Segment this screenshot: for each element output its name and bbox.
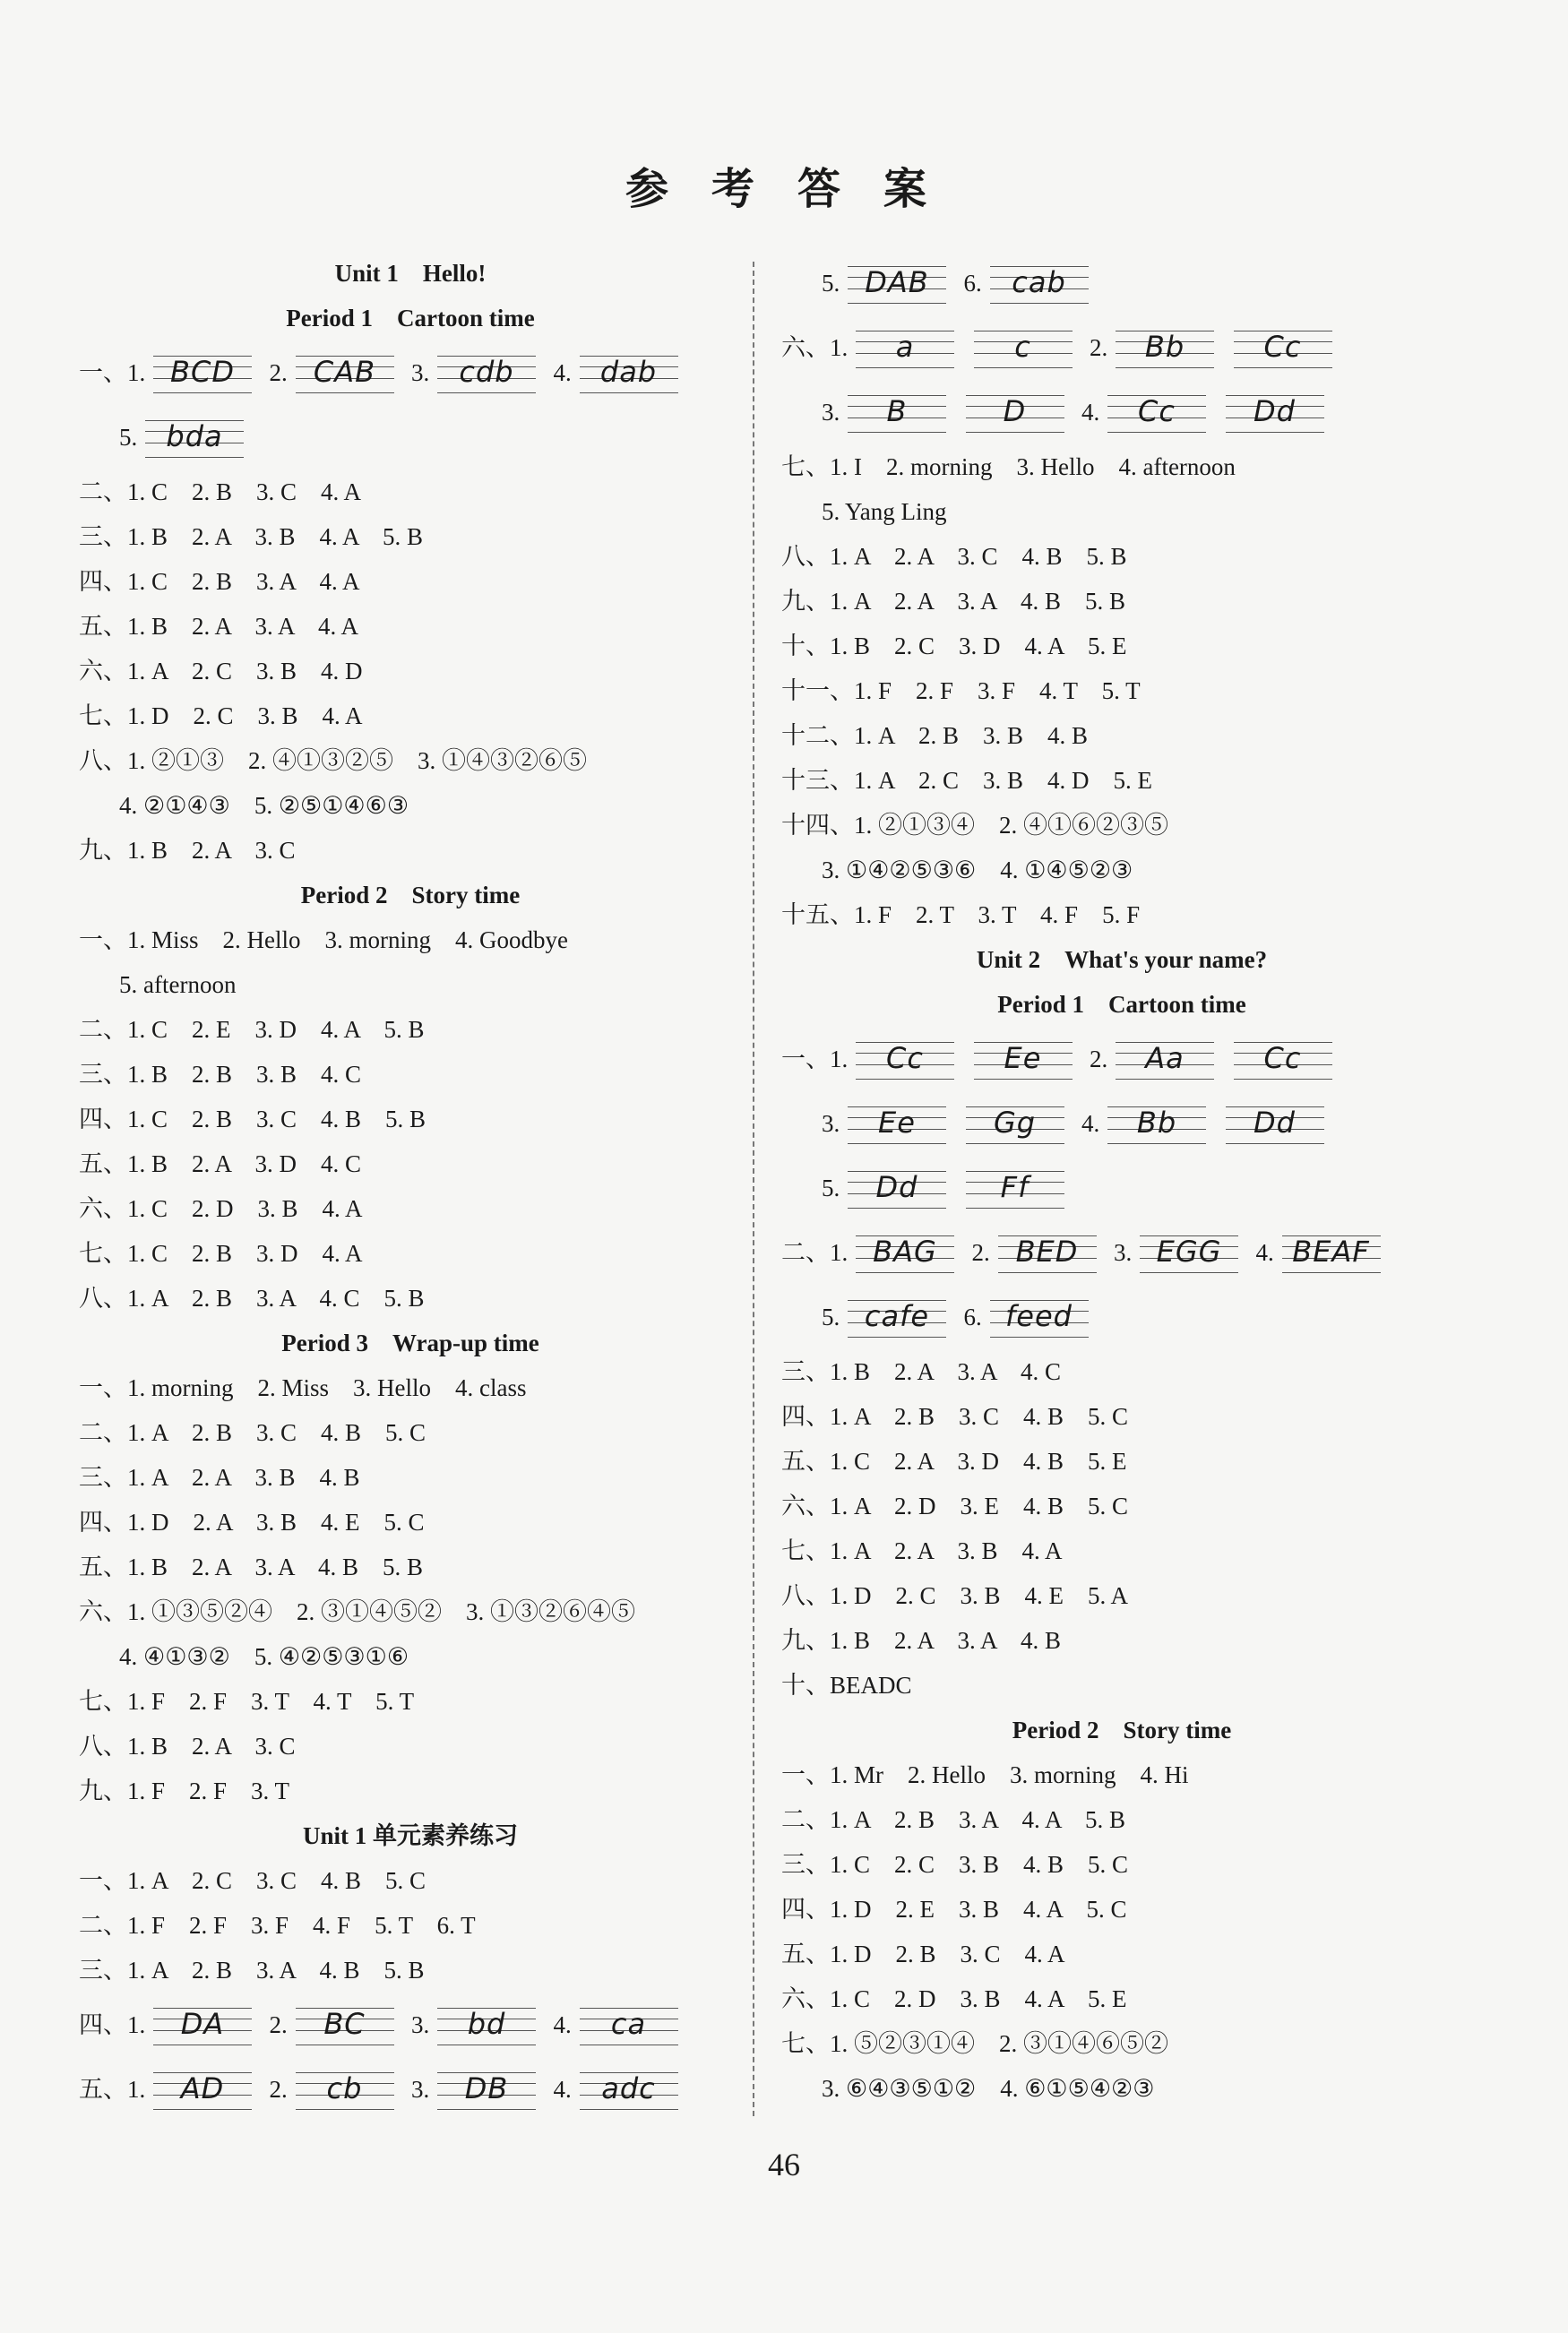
answer-text: 四、1. C 2. B 3. C 4. B 5. B	[79, 1106, 426, 1132]
answer-text: 2.	[960, 1239, 996, 1266]
answer-row	[79, 1769, 742, 1813]
handwritten-answer: a	[895, 330, 915, 364]
answer-row	[781, 534, 1462, 579]
answer-text: 5.	[822, 1304, 846, 1330]
handwriting-lines	[1116, 1038, 1214, 1080]
handwritten-answer: bda	[166, 419, 223, 453]
handwriting-lines	[1282, 1232, 1381, 1273]
handwritten-answer: DAB	[865, 265, 929, 299]
handwriting-lines	[848, 263, 946, 304]
handwritten-answer: BC	[323, 2007, 366, 2041]
handwriting-lines	[437, 352, 536, 393]
answer-row	[781, 1091, 1462, 1156]
answer-row	[781, 892, 1462, 937]
answer-row	[781, 1349, 1462, 1394]
handwriting-lines	[856, 1038, 954, 1080]
answer-row	[79, 783, 742, 828]
answer-text	[1219, 1027, 1232, 1091]
handwritten-answer: EGG	[1156, 1235, 1222, 1269]
section-heading: Unit 2 What's your name?	[976, 946, 1268, 973]
answer-row	[781, 380, 1462, 444]
answer-text: 一、1. A 2. C 3. C 4. B 5. C	[79, 1867, 426, 1894]
handwritten-answer: BED	[1015, 1235, 1079, 1269]
answer-text: 2.	[1077, 1046, 1114, 1072]
answer-text	[952, 380, 964, 444]
answer-text: 七、1. A 2. A 3. B 4. A	[781, 1537, 1063, 1564]
answer-row	[781, 1976, 1462, 2021]
answer-text: 四、1. A 2. B 3. C 4. B 5. C	[781, 1403, 1129, 1430]
answer-text: 九、1. A 2. A 3. A 4. B 5. B	[781, 588, 1126, 615]
answer-text: 6.	[952, 1304, 988, 1330]
answer-text: 七、1. F 2. F 3. T 4. T 5. T	[79, 1688, 415, 1715]
answer-row	[781, 315, 1462, 380]
answer-row	[79, 1500, 742, 1545]
answer-text: 四、1. D 2. A 3. B 4. E 5. C	[79, 1509, 425, 1536]
answer-text: 十二、1. A 2. B 3. B 4. B	[781, 722, 1089, 749]
answer-text	[952, 1091, 964, 1156]
handwriting-lines	[1234, 1038, 1332, 1080]
answer-text: 十五、1. F 2. T 3. T 4. F 5. F	[781, 901, 1141, 928]
answer-text: 2.	[257, 359, 294, 386]
section-heading: Period 1 Cartoon time	[997, 991, 1246, 1018]
handwriting-lines	[1107, 1103, 1206, 1144]
answer-text: 5. afternoon	[119, 971, 237, 998]
answer-text	[952, 1156, 964, 1220]
answer-row	[79, 1231, 742, 1276]
handwriting-lines	[966, 392, 1064, 433]
handwritten-answer: BEAF	[1292, 1235, 1370, 1269]
answer-text: 4.	[1244, 1239, 1280, 1266]
section-heading: Period 2 Story time	[1012, 1717, 1232, 1743]
handwritten-answer: BAG	[873, 1235, 937, 1269]
handwriting-lines	[153, 2069, 252, 2110]
answer-text: 十一、1. F 2. F 3. F 4. T 5. T	[781, 677, 1141, 704]
answer-text: 4.	[541, 359, 578, 386]
answer-text: 4.	[541, 2011, 578, 2038]
handwritten-answer: BCD	[170, 355, 235, 389]
answer-row	[79, 559, 742, 604]
handwritten-answer: dab	[599, 355, 658, 389]
answer-text: 2.	[1077, 334, 1114, 361]
answer-row	[781, 1394, 1462, 1439]
handwritten-answer: Bb	[1144, 330, 1185, 364]
answer-text: 六、1. A 2. D 3. E 4. B 5. C	[781, 1493, 1129, 1519]
answer-text: 4. ②①④③ 5. ②⑤①④⑥③	[119, 792, 409, 819]
handwritten-answer: Gg	[993, 1106, 1037, 1140]
answer-row	[79, 1186, 742, 1231]
answer-row	[781, 1285, 1462, 1349]
handwriting-lines	[1226, 1103, 1324, 1144]
answer-row	[79, 1724, 742, 1769]
handwritten-answer: Cc	[886, 1041, 924, 1075]
handwriting-lines	[848, 1103, 946, 1144]
answer-text: 八、1. ②①③ 2. ④①③②⑤ 3. ①④③②⑥⑤	[79, 747, 587, 774]
answer-text: 八、1. B 2. A 3. C	[79, 1733, 296, 1760]
section-heading: Unit 1 Hello!	[334, 260, 487, 287]
answer-row	[79, 340, 742, 405]
handwritten-answer: B	[886, 394, 908, 428]
answer-text: 一、1.	[79, 359, 151, 386]
answer-text: 六、1. C 2. D 3. B 4. A 5. E	[781, 1985, 1127, 2012]
handwritten-answer: ca	[610, 2007, 647, 2041]
answer-text: 三、1. A 2. A 3. B 4. B	[79, 1464, 360, 1491]
handwritten-answer: feed	[1005, 1299, 1073, 1333]
answer-text: 4.	[1069, 1110, 1106, 1137]
answer-text: 三、1. B 2. A 3. A 4. C	[781, 1358, 1062, 1385]
handwriting-lines	[437, 2004, 536, 2045]
answer-text: 4.	[1069, 399, 1106, 426]
answer-text: 四、1. C 2. B 3. A 4. A	[79, 568, 360, 595]
handwritten-answer: cb	[326, 2071, 363, 2105]
handwritten-answer: Dd	[1254, 1106, 1296, 1140]
answer-text: 5.	[822, 1175, 846, 1201]
section-heading: Period 3 Wrap-up time	[281, 1330, 539, 1356]
handwriting-lines	[966, 1103, 1064, 1144]
handwritten-answer: cafe	[864, 1299, 930, 1333]
answer-text: 一、1. Miss 2. Hello 3. morning 4. Goodbye	[79, 926, 568, 953]
handwritten-answer: Ff	[1000, 1170, 1030, 1204]
answer-row	[781, 1887, 1462, 1932]
section-heading: Unit 1 单元素养练习	[302, 1822, 518, 1849]
handwriting-lines	[848, 1167, 946, 1209]
answer-text: 3. ⑥④③⑤①② 4. ⑥①⑤④②③	[822, 2075, 1155, 2102]
answer-row	[79, 1634, 742, 1679]
answer-row	[79, 1589, 742, 1634]
handwriting-lines	[437, 2069, 536, 2110]
handwriting-lines	[296, 2069, 394, 2110]
answer-text	[1211, 380, 1224, 444]
answer-text	[960, 315, 972, 380]
answer-row	[781, 848, 1462, 892]
answer-text: 七、1. I 2. morning 3. Hello 4. afternoon	[781, 453, 1236, 480]
answer-text: 二、1. A 2. B 3. C 4. B 5. C	[79, 1419, 426, 1446]
handwritten-answer: D	[1003, 394, 1027, 428]
right-column	[781, 251, 1462, 2111]
handwritten-answer: Ee	[878, 1106, 916, 1140]
answer-text: 三、1. B 2. A 3. B 4. A 5. B	[79, 523, 424, 550]
answer-row	[781, 1439, 1462, 1484]
answer-text: 七、1. D 2. C 3. B 4. A	[79, 702, 363, 729]
handwriting-lines	[145, 417, 244, 458]
handwriting-lines	[1107, 392, 1206, 433]
handwriting-lines	[856, 327, 954, 368]
handwriting-lines	[1140, 1232, 1238, 1273]
answer-text: 5.	[822, 270, 846, 297]
section-heading: Period 2 Story time	[300, 882, 521, 908]
handwriting-lines	[580, 352, 678, 393]
handwriting-lines	[856, 1232, 954, 1273]
handwritten-answer: bd	[467, 2007, 506, 2041]
answer-text: 4. ④①③② 5. ④②⑤③①⑥	[119, 1643, 409, 1670]
answer-row	[781, 713, 1462, 758]
page-number: 46	[768, 2147, 800, 2182]
answer-text	[1211, 1091, 1224, 1156]
answer-row	[79, 1141, 742, 1186]
handwriting-lines	[296, 2004, 394, 2045]
handwritten-answer: Bb	[1136, 1106, 1177, 1140]
handwriting-lines	[848, 1296, 946, 1338]
section-heading: Period 1 Cartoon time	[286, 305, 535, 331]
answer-text: 二、1. F 2. F 3. F 4. F 5. T 6. T	[79, 1912, 476, 1939]
answer-text: 二、1.	[781, 1239, 854, 1266]
handwritten-answer: adc	[601, 2071, 656, 2105]
answer-text: 十三、1. A 2. C 3. B 4. D 5. E	[781, 767, 1153, 794]
answer-text: 九、1. B 2. A 3. A 4. B	[781, 1627, 1062, 1654]
handwriting-lines	[1116, 327, 1214, 368]
answer-row	[781, 251, 1462, 315]
answer-row	[781, 1027, 1462, 1091]
answer-row	[781, 1528, 1462, 1573]
answer-text: 六、1. A 2. C 3. B 4. D	[79, 658, 363, 684]
answer-text: 十四、1. ②①③④ 2. ④①⑥②③⑤	[781, 812, 1168, 839]
answer-row	[781, 1484, 1462, 1528]
handwritten-answer: Dd	[875, 1170, 918, 1204]
answer-row	[79, 1007, 742, 1052]
answer-text: 六、1.	[781, 334, 854, 361]
answer-row	[79, 917, 742, 962]
answer-row	[781, 1797, 1462, 1842]
column-divider	[753, 262, 754, 2116]
answer-row	[79, 1679, 742, 1724]
handwriting-lines	[296, 352, 394, 393]
answer-row	[79, 738, 742, 783]
answer-text: 七、1. C 2. B 3. D 4. A	[79, 1240, 363, 1267]
handwriting-lines	[966, 1167, 1064, 1209]
handwritten-answer: DA	[180, 2007, 225, 2041]
handwritten-answer: Cc	[1263, 1041, 1302, 1075]
answer-row	[79, 2057, 742, 2122]
handwriting-lines	[153, 352, 252, 393]
answer-row	[79, 469, 742, 514]
answer-text: 4.	[541, 2076, 578, 2103]
answer-text: 3.	[822, 1110, 846, 1137]
answer-text: 九、1. B 2. A 3. C	[79, 837, 296, 864]
handwriting-lines	[990, 263, 1089, 304]
answer-text: 2.	[257, 2011, 294, 2038]
answer-row	[79, 1365, 742, 1410]
answer-text: 5.	[119, 424, 143, 451]
answer-row	[79, 1993, 742, 2057]
handwriting-lines	[1226, 392, 1324, 433]
answer-text: 五、1. C 2. A 3. D 4. B 5. E	[781, 1448, 1127, 1475]
handwriting-lines	[974, 327, 1073, 368]
answer-row	[79, 1858, 742, 1903]
answer-text: 五、1. B 2. A 3. A 4. B 5. B	[79, 1554, 424, 1580]
answer-row	[79, 693, 742, 738]
handwriting-lines	[974, 1038, 1073, 1080]
answer-text: 三、1. B 2. B 3. B 4. C	[79, 1061, 362, 1088]
answer-text: 一、1. morning 2. Miss 3. Hello 4. class	[79, 1374, 527, 1401]
answer-row	[79, 1052, 742, 1097]
answer-row	[781, 1752, 1462, 1797]
handwritten-answer: cdb	[459, 355, 514, 389]
answer-text: 八、1. A 2. B 3. A 4. C 5. B	[79, 1285, 425, 1312]
answer-text: 三、1. C 2. C 3. B 4. B 5. C	[781, 1851, 1129, 1878]
answer-text: 二、1. C 2. B 3. C 4. A	[79, 478, 362, 505]
answer-row	[781, 1663, 1462, 1708]
answer-text: 3.	[399, 2076, 435, 2103]
handwritten-answer: cab	[1012, 265, 1066, 299]
answer-text: 一、1. Mr 2. Hello 3. morning 4. Hi	[781, 1761, 1189, 1788]
answer-row	[781, 1156, 1462, 1220]
handwritten-answer: c	[1014, 330, 1031, 364]
answer-text: 3.	[399, 2011, 435, 2038]
page-title: 参 考 答 案	[625, 166, 943, 213]
answer-row	[781, 624, 1462, 668]
answer-row	[781, 1220, 1462, 1285]
answer-text	[960, 1027, 972, 1091]
answer-row	[79, 1097, 742, 1141]
answer-text: 3. ①④②⑤③⑥ 4. ①④⑤②③	[822, 857, 1133, 883]
answer-row	[781, 758, 1462, 803]
answer-text: 八、1. A 2. A 3. C 4. B 5. B	[781, 543, 1127, 570]
answer-text: 六、1. C 2. D 3. B 4. A	[79, 1195, 363, 1222]
answer-text	[1219, 315, 1232, 380]
answer-text: 五、1. D 2. B 3. C 4. A	[781, 1941, 1065, 1967]
answer-row	[781, 1618, 1462, 1663]
answer-text: 五、1. B 2. A 3. D 4. C	[79, 1150, 362, 1177]
handwriting-lines	[580, 2069, 678, 2110]
answer-text: 3.	[399, 359, 435, 386]
answer-row	[79, 1455, 742, 1500]
answer-text: 2.	[257, 2076, 294, 2103]
answer-row	[781, 489, 1462, 534]
handwritten-answer: DB	[464, 2071, 509, 2105]
answer-row	[79, 1545, 742, 1589]
handwriting-lines	[848, 392, 946, 433]
answer-row	[79, 1410, 742, 1455]
answer-text: 二、1. C 2. E 3. D 4. A 5. B	[79, 1016, 425, 1043]
handwriting-lines	[990, 1296, 1089, 1338]
answer-row	[79, 604, 742, 649]
answer-row	[79, 514, 742, 559]
answer-text: 四、1.	[79, 2011, 151, 2038]
handwriting-lines	[580, 2004, 678, 2045]
answer-row	[79, 828, 742, 873]
handwriting-lines	[1234, 327, 1332, 368]
handwritten-answer: AD	[180, 2071, 225, 2105]
handwriting-lines	[153, 2004, 252, 2045]
answer-row	[781, 579, 1462, 624]
answer-row	[79, 1903, 742, 1948]
answer-row	[781, 1573, 1462, 1618]
answer-row	[781, 668, 1462, 713]
answer-row	[781, 1932, 1462, 1976]
answer-text: 二、1. A 2. B 3. A 4. A 5. B	[781, 1806, 1126, 1833]
handwritten-answer: CAB	[313, 355, 376, 389]
answer-row	[79, 649, 742, 693]
answer-text: 三、1. A 2. B 3. A 4. B 5. B	[79, 1957, 425, 1984]
handwritten-answer: Aa	[1145, 1041, 1185, 1075]
answer-row	[781, 2021, 1462, 2066]
handwriting-lines	[998, 1232, 1097, 1273]
answer-row	[79, 1276, 742, 1321]
handwritten-answer: Cc	[1138, 394, 1176, 428]
answer-text: 五、1.	[79, 2076, 151, 2103]
answer-row	[781, 1842, 1462, 1887]
answer-text: 一、1.	[781, 1046, 854, 1072]
answer-text: 八、1. D 2. C 3. B 4. E 5. A	[781, 1582, 1129, 1609]
answer-text: 四、1. D 2. E 3. B 4. A 5. C	[781, 1896, 1127, 1923]
answer-row	[781, 803, 1462, 848]
answer-text: 3.	[822, 399, 846, 426]
answer-row	[79, 1948, 742, 1993]
answer-row	[781, 2066, 1462, 2111]
answer-text: 5. Yang Ling	[822, 498, 947, 525]
answer-text: 3.	[1101, 1239, 1138, 1266]
answer-text: 五、1. B 2. A 3. A 4. A	[79, 613, 359, 640]
left-column	[79, 251, 742, 2122]
handwritten-answer: Dd	[1254, 394, 1296, 428]
answer-text: 七、1. ⑤②③①④ 2. ③①④⑥⑤②	[781, 2030, 1168, 2057]
answer-text: 6.	[952, 270, 988, 297]
handwritten-answer: Ee	[1004, 1041, 1042, 1075]
answer-text: 十、1. B 2. C 3. D 4. A 5. E	[781, 633, 1127, 659]
answer-text: 六、1. ①③⑤②④ 2. ③①④⑤② 3. ①③②⑥④⑤	[79, 1598, 635, 1625]
answer-text: 九、1. F 2. F 3. T	[79, 1778, 290, 1804]
answer-row	[781, 444, 1462, 489]
answer-row	[79, 962, 742, 1007]
answer-row	[79, 405, 742, 469]
answer-text: 十、BEADC	[781, 1672, 912, 1699]
handwritten-answer: Cc	[1263, 330, 1302, 364]
